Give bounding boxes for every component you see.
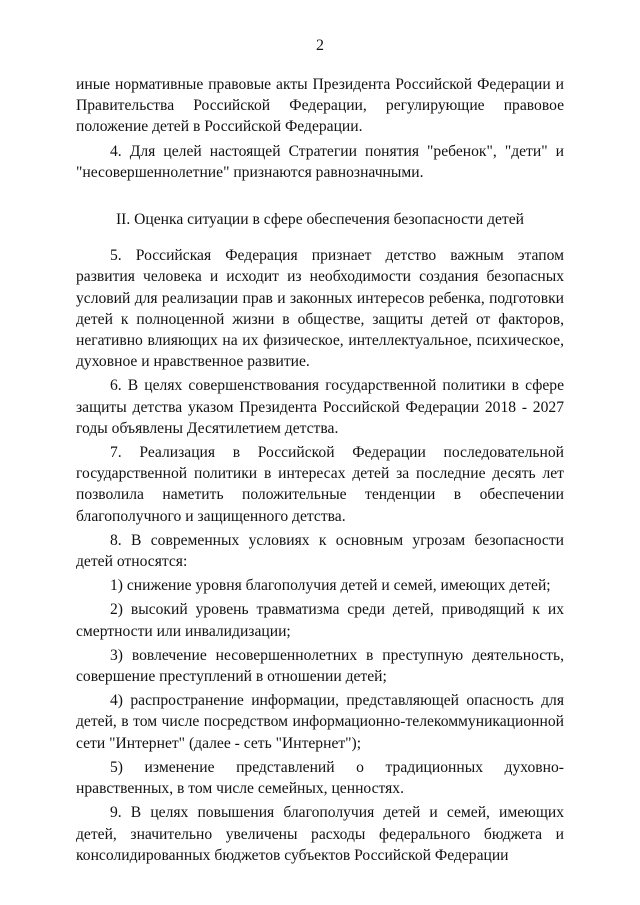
paragraph-5: 5. Российская Федерация признает детство важным этапом развития человека и исходит из необходимости создания безопасных условий для реализации прав и законных интересов ребенка, подготовки детей к полноценной жизни в обществе, защиты детей от факторов, негативно влияющих на их физическое, интеллектуальное, психическое, духовное и нравственное развитие. [76, 247, 564, 371]
paragraph-7: 7. Реализация в Российской Федерации последовательной государственной политики в интересах детей за последние десять лет позволила наметить положительные тенденции в обеспечении благополучного и защищенного детства. [76, 444, 564, 525]
threat-item-5: 5) изменение представлений о традиционных духовно-нравственных, в том числе семейных, ценностях. [76, 758, 564, 798]
paragraph-4: 4. Для целей настоящей Стратегии понятия "ребенок", "дети" и "несовершеннолетние" признаются равнозначными. [76, 142, 564, 181]
threat-item-4: 4) распространение информации, представляющей опасность для детей, в том числе посредством информационно-телекоммуникационной сети "Интернет" (далее - сеть "Интернет"); [76, 692, 564, 752]
paragraph-6: 6. В целях совершенствования государственной политики в сфере защиты детства указом Президента Российской Федерации 2018 - 2027 годы объявлены Десятилетием детства. [76, 377, 564, 437]
threat-item-1: 1) снижение уровня благополучия детей и семей, имеющих детей; [110, 577, 551, 595]
page-number: 2 [316, 37, 324, 54]
threat-item-3: 3) вовлечение несовершеннолетних в преступную деятельность, совершение преступлений в отношении детей; [76, 646, 564, 686]
paragraph-9: 9. В целях повышения благополучия детей и семей, имеющих детей, значительно увеличены расходы федерального бюджета и консолидированных бюджетов субъектов Российской Федерации [76, 804, 564, 864]
paragraph-8: 8. В современных условиях к основным угрозам безопасности детей относятся: [76, 531, 564, 571]
threat-item-2: 2) высокий уровень травматизма среди детей, приводящий к их смертности или инвалидизации; [76, 601, 564, 640]
paragraph-continuation: иные нормативные правовые акты Президента Российской Федерации и Правительства Российской Федерации, регулирующие правовое положение детей в Российской Федерации. [76, 76, 564, 136]
document-body [76, 74, 564, 869]
section-heading: II. Оценка ситуации в сфере обеспечения безопасности детей [115, 211, 525, 229]
